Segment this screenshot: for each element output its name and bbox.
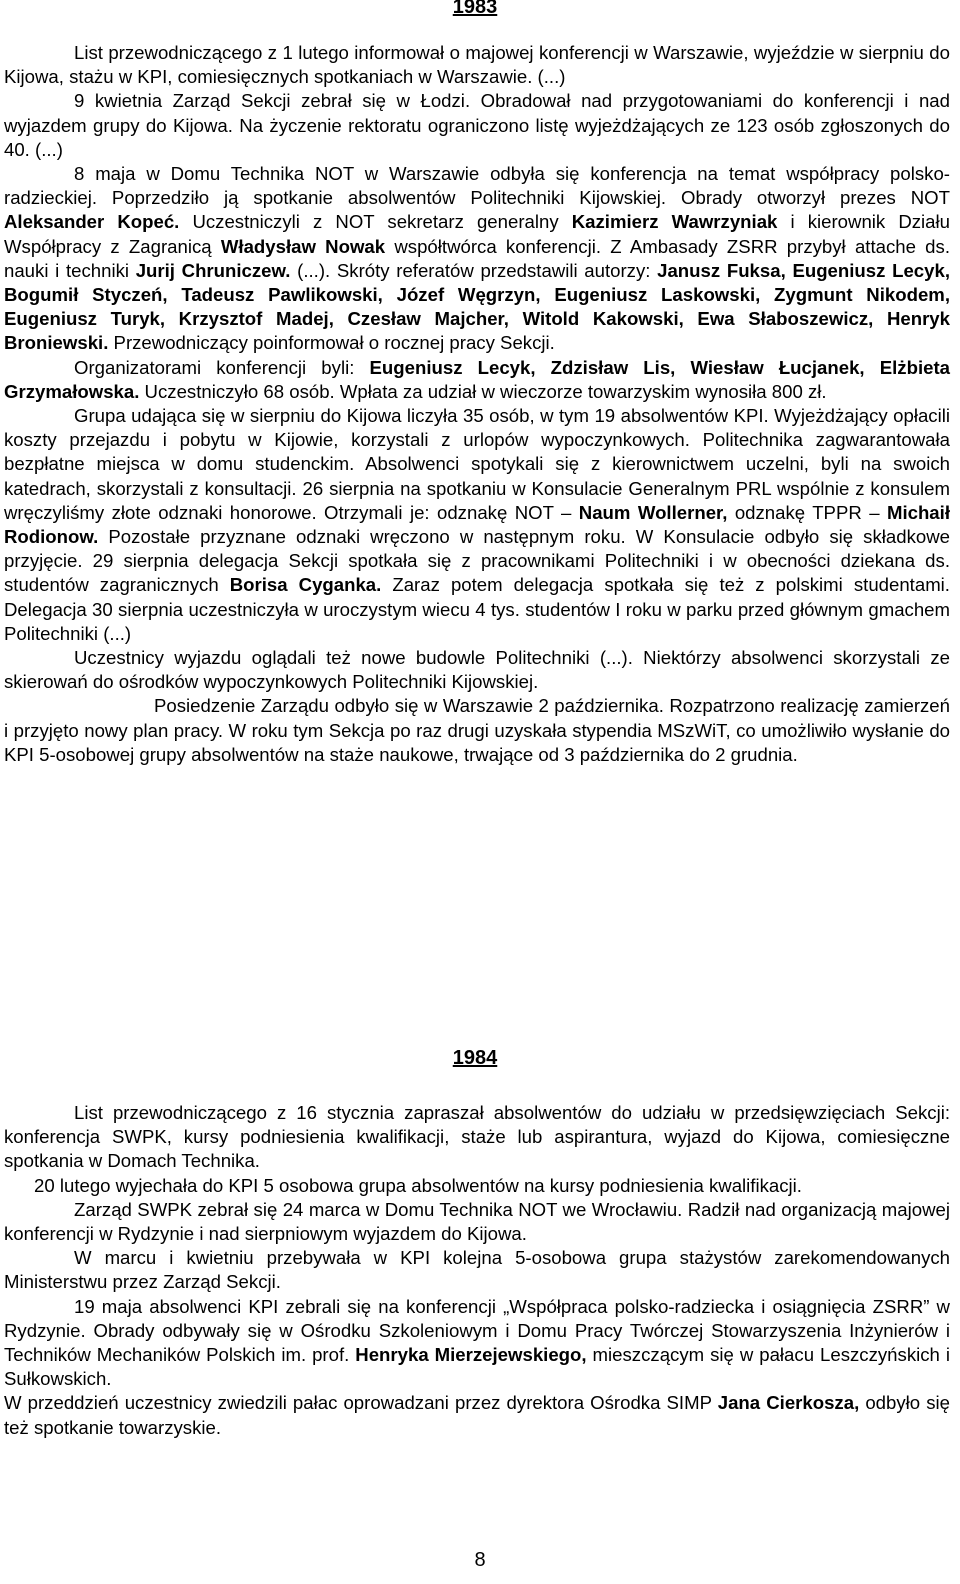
paragraph-may-conference: 8 maja w Domu Technika NOT w Warszawie odbyła się konferencja na temat współpracy polsko-radzieckiej. Poprzedziło ją spotkanie absolwentów Politechniki Kijowskiej. Obrady otworzył prezes NOT Aleksander Kopeć. Uczestniczyli z NOT sekretarz generalny Kazimierz Wawrzyniak i kierownik Działu Współpracy z Zagranicą Władysław Nowak współtwórca konferencji. Z Ambasady ZSRR przybył attache ds. nauki i techniki Jurij Chruniczew. (...). Skróty referatów przedstawili autorzy: Janusz Fuksa, Eugeniusz Lecyk, Bogumił Styczeń, Tadeusz Pawlikowski, Józef Węgrzyn, Eugeniusz Laskowski, Zygmunt Nikodem, Eugeniusz Turyk, Krzysztof Madej, Czesław Majcher, Witold Kakowski, Ewa Słaboszewicz, Henryk Broniewski. Przewodniczący poinformował o rocznej pracy Sekcji. <box>4 163 950 354</box>
paragraph-wroclaw-meeting: Zarząd SWPK zebrał się 24 marca w Domu Technika NOT we Wrocławiu. Radził nad organizacją majowej konferencji w Rydzynie i nad sierpniowym wyjazdem do Kijowa. <box>4 1198 950 1245</box>
paragraph-february-group: 20 lutego wyjechała do KPI 5 osobowa grupa absolwentów na kursy podniesienia kwalifikacji. <box>34 1174 802 1196</box>
paragraph-kiev-trip: Grupa udająca się w sierpniu do Kijowa liczyła 35 osób, w tym 19 absolwentów KPI. Wyjeżdżający opłacili koszty przejazdu i pobytu w Kijowie, korzystali z urlopów wypoczynkowych. Politechnika zagwarantowała bezpłatne miejsca w domu studenckim. Absolwenci spotykali się z kierownictwem uczelni, byli na swoich katedrach, skorzystali z konsultacji. 26 sierpnia na spotkaniu w Konsulacie Generalnym PRL wspólnie z konsulem wręczyliśmy złote odznaki honorowe. Otrzymali je: odznakę NOT – Naum Wollerner, odznakę TPPR – Michaił Rodionow. Pozostałe przyznane odznaki wręczono w następnym roku. W Konsulacie odbyło się składkowe przyjęcie. 29 sierpnia delegacja Sekcji spotkała się z pracownikami Politechniki i w obecności dziekana ds. studentów zagranicznych Borisa Cyganka. Zaraz potem delegacja spotkała się też z polskimi studentami. Delegacja 30 sierpnia uczestniczyła w uroczystym wiecu 4 tys. studentów I roku w parku przed głównym gmachem Politechniki (...) <box>4 405 950 644</box>
paragraph-organizers: Organizatorami konferencji byli: Eugeniusz Lecyk, Zdzisław Lis, Wiesław Łucjanek, Elżbieta Grzymałowska. Uczestniczyło 68 osób. Wpłata za udział w wieczorze towarzyskim wynosiła 800 zł. <box>4 356 950 402</box>
section-heading-1984: 1984 <box>452 1047 498 1069</box>
paragraph-october-meeting: Posiedzenie Zarządu odbyło się w Warszawie 2 października. Rozpatrzono realizację zamierzeń i przyjęto nowy plan pracy. W roku tym Sekcja po raz drugi uzyskała stypendia MSzWiT, co umożliwiło wysłanie do KPI 5-osobowej grupy absolwentów na staże naukowe, trwające od 3 października do 2 grudnia. <box>4 695 950 765</box>
paragraph-palace-visit: W przeddzień uczestnicy zwiedzili pałac oprowadzani przez dyrektora Ośrodka SIMP Jana Cierkosza, odbyło się też spotkanie towarzyskie. <box>4 1392 950 1438</box>
paragraph-list-february: List przewodniczącego z 1 lutego informował o majowej konferencji w Warszawie, wyjeździe w sierpniu do Kijowa, stażu w KPI, comiesięcznych spotkaniach w Warszawie. (...) <box>4 42 950 88</box>
section-1984-body <box>4 1101 950 1440</box>
paragraph-new-buildings: Uczestnicy wyjazdu oglądali też nowe budowle Politechniki (...). Niektórzy absolwenci skorzystali ze skierowań do ośrodków wypoczynkowych Politechniki Kijowskiej. <box>4 647 950 693</box>
page-number: 8 <box>474 1549 486 1571</box>
paragraph-rydzyna-conference: 19 maja absolwenci KPI zebrali się na konferencji „Współpraca polsko-radziecka i osiągnięcia ZSRR” w Rydzynie. Obrady odbywały się w Ośrodku Szkoleniowym i Domu Pracy Twórczej Stowarzyszenia Inżynierów i Techników Mechaników Polskich im. prof. Henryka Mierzejewskiego, mieszczącym się w pałacu Leszczyńskich i Sułkowskich. <box>4 1295 950 1390</box>
section-heading-1983: 1983 <box>452 0 498 18</box>
section-1983-body <box>4 41 950 767</box>
paragraph-lodz-meeting: 9 kwietnia Zarząd Sekcji zebrał się w Łodzi. Obradował nad przygotowaniami do konferencji i nad wyjazdem grupy do Kijowa. Na życzenie rektoratu ograniczono listę wyjeżdżających ze 123 osób zgłoszonych do 40. (...) <box>4 90 950 160</box>
paragraph-interns: W marcu i kwietniu przebywała w KPI kolejna 5-osobowa grupa stażystów zarekomendowanych Ministerstwu przez Zarząd Sekcji. <box>4 1247 950 1293</box>
paragraph-list-january: List przewodniczącego z 16 stycznia zapraszał absolwentów do udziału w przedsięwzięciach Sekcji: konferencja SWPK, kursy podniesienia kwalifikacji, staże lub aspirantura, wyjazd do Kijowa, comiesięczne spotkania w Domach Technika. <box>4 1102 950 1172</box>
